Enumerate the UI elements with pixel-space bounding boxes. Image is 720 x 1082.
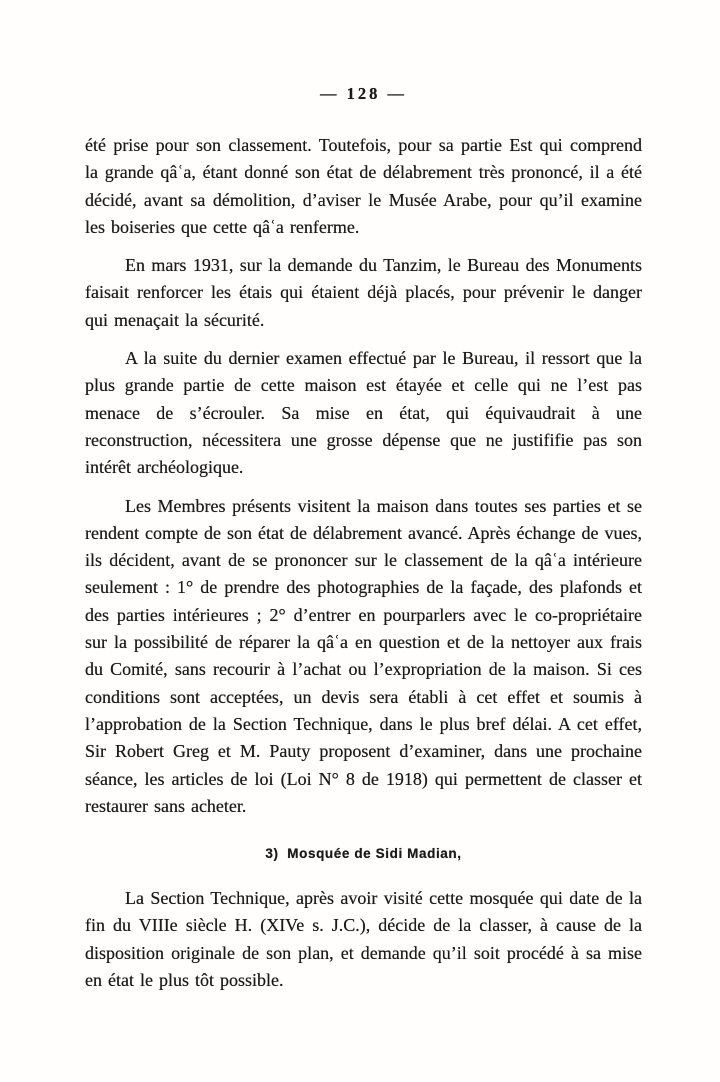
body-paragraph: A la suite du dernier examen effectué par le Bureau, il ressort que la plus grande partie de cette maison est étayée et celle qui ne l’est pas menace de s’écrouler. Sa mise en état, qui équivaudrait à une reconstruction, nécessitera une grosse dépense que ne justififie pas son intérêt archéologique.	[85, 348, 642, 478]
section-heading: 3) Mosquée de Sidi Madian,	[265, 846, 462, 862]
body-paragraph: Les Membres présents visitent la maison dans toutes ses parties et se rendent compte de son état de délabrement avancé. Après échange de vues, ils décident, avant de se prononcer sur le classement de la qâʿa intérieure seulement : 1° de prendre des photographies de la façade, des plafonds et des parties intérieures ; 2° d’entrer en pourparlers avec le co-propriétaire sur la possibilité de réparer la qâʿa en question et de la nettoyer aux frais du Comité, sans recourir à l’achat ou l’expropriation de la maison. Si ces conditions sont acceptées, un devis sera établi à cet effet et soumis à l’approbation de la Section Technique, dans le plus bref délai. A cet effet, Sir Robert Greg et M. Pauty proposent d’examiner, dans une prochaine séance, les articles de loi (Loi N° 8 de 1918) qui permettent de classer et restaurer sans acheter.	[85, 495, 642, 816]
body-paragraph: été prise pour son classement. Toutefois, pour sa partie Est qui comprend la grande qâʿa, étant donné son état de délabrement très prononcé, il a été décidé, avant sa démolition, d’aviser le Musée Arabe, pour qu’il examine les boiseries que cette qâʿa renferme.	[85, 135, 642, 237]
page-number: — 128 —	[320, 84, 407, 103]
text-column	[85, 0, 642, 1005]
body-paragraph: La Section Technique, après avoir visité cette mosquée qui date de la fin du VIIIe siècle H. (XIVe s. J.C.), décide de la classer, à cause de la disposition originale de son plan, et demande qu’il soit procédé à sa mise en état le plus tôt possible.	[85, 888, 642, 991]
body-paragraph: En mars 1931, sur la demande du Tanzim, le Bureau des Monuments faisait renforcer les étais qui étaient déjà placés, pour prévenir le danger qui menaçait la sécurité.	[85, 255, 642, 330]
